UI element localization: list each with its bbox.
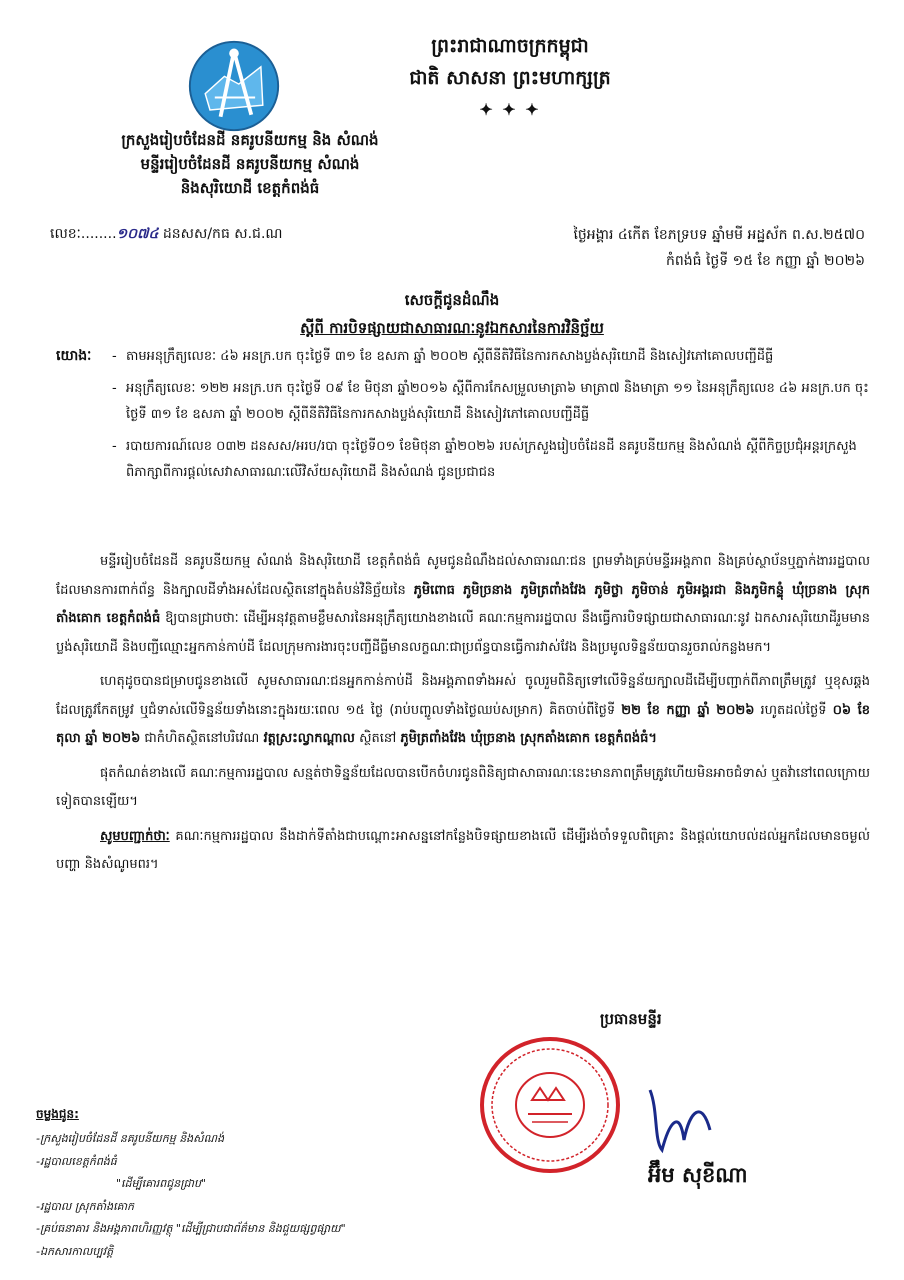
official-seal [470, 1030, 640, 1180]
p1-text-a: មន្ទីររៀបចំដែនដី នគរូបនីយកម្ម សំណង់ និងសុរិយោដី ខេត្តកំពង់ធំ សូមជូនដំណឹងដល់សាធារណៈជន ព្រមទាំងគ្រប់មន្ទីរអង្គភាព និងគ្រប់ស្ថាប័នឬភ្នាក់ងាររដ្ឋបាលដែលមានការពាក់ព័ន្ធ និងក្បាលដីទាំងអស់ដែលស្ថិតនៅក្នុងតំបន់វិនិច្ឆ័យនៃ [56, 554, 870, 598]
signer-name: អ៊ឹម សុខីណា [648, 1163, 748, 1187]
notice-subtitle: ស្តីពី ការបិទផ្សាយជាសាធារណៈនូវឯកសារនៃការវិនិច្ឆ័យ [300, 319, 604, 337]
reference-suffix: ដនសស/កធ ស.ជ.ណ [158, 226, 283, 242]
body-paragraph-3: ផុតកំណត់ខាងលើ គណៈកម្មការរដ្ឋបាល សន្មត់ថាទិន្នន័យដែលបានបើកចំហរជូនពិនិត្យជាសាធារណៈនេះមានភាពត្រឹមត្រូវហើយមិនអាចជំទាស់ ឬតវ៉ានៅពេលក្រោយទៀតបានឡើយ។ [56, 765, 870, 809]
ministry-logo [186, 38, 282, 134]
reference-item: - អនុក្រឹត្យលេខៈ ១២២ អនក្រ.បក ចុះថ្ងៃទី ០៩ ខែ មិថុនា ឆ្នាំ២០១៦ ស្តីពីការកែសម្រួលមាត្រា៦ មាត្រា៧ និងមាត្រា ១១ នៃអនុក្រឹត្យលេខ ៤៦ អនក្រ.បក ចុះថ្ងៃទី ៣១ ខែ ឧសភា ឆ្នាំ ២០០២ ស្តីពីនីតិវិធីនៃការកសាងប្លង់សុរិយោដី និងសៀវភៅគោលបញ្ជីដីធ្លី [112, 376, 870, 428]
ministry-line-2: មន្ទីររៀបចំដែនដី នគរូបនីយកម្ម សំណង់ [140, 155, 360, 173]
ornament-divider: ✦ ✦ ✦ [479, 100, 541, 119]
p1-villages: ភូមិពោធ ភូមិច្រនាង ភូមិត្រពាំងវែង ភូមិថ្លា ភូមិចាន់ ភូមិអង្គរជា និងភូមិកន្ទុំ ឃុំច្រនាង ស្រុកតាំងគោក ខេត្តកំពង់ធំ [56, 582, 870, 626]
cc-item: -រដ្ឋបាល ស្រុកតាំងគោក [36, 1199, 135, 1213]
p2-text-a: ហេតុដូចបានជម្រាបជូនខាងលើ សូមសាធារណៈជនអ្នកកាន់កាប់ដី និងអង្គភាពទាំងអស់ ចូលរួមពិនិត្យទៅលើទិន្នន័យក្បាលដីដើម្បីបញ្ជាក់ពីភាពត្រឹមត្រូវ ឬខុសឆ្គងដែលត្រូវកែតម្រូវ ឬជំទាស់លើទិន្នន័យទាំងនោះក្នុងរយៈពេល ១៥ ថ្ងៃ (រាប់បញ្ចូលទាំងថ្ងៃឈប់សម្រាក) គិតចាប់ពីថ្ងៃទី [56, 674, 870, 718]
p2-place: វត្តស្រះល្វាកណ្តាល [263, 731, 355, 746]
reference-item: - តាមអនុក្រឹត្យលេខៈ ៤៦ អនក្រ.បក ចុះថ្ងៃទី ៣១ ខែ ឧសភា ឆ្នាំ ២០០២ ស្តីពីនីតិវិធីនៃការកសាងប្លង់សុរិយោដី និងសៀវភៅគោលបញ្ជីដីធ្លី [112, 344, 870, 370]
cc-item: -គ្រប់ធនាគារ និងអង្គភាពហិរញ្ញវត្ថុ "ដើម្បីជ្រាបជាព័ត៌មាន និងជួយផ្សព្វផ្សាយ" [36, 1222, 346, 1235]
signer-title: ប្រធានមន្ទីរ [600, 1010, 662, 1028]
notice-title-block [0, 286, 904, 342]
handwritten-signature [640, 1080, 730, 1160]
body-paragraph-4 [56, 823, 870, 880]
p4-text: គណៈកម្មការរដ្ឋបាល នឹងដាក់ទីតាំងជាបណ្តោះអាសន្ននៅកន្លែងបិទផ្សាយខាងលើ ដើម្បីរង់ចាំទទួលពិគ្រោះ និងផ្តល់យោបល់ដល់អ្នកដែលមានចម្ងល់ បញ្ហា និងសំណូមពរ។ [56, 828, 870, 872]
p2-location: ភូមិត្រពាំងវែង ឃុំច្រនាង ស្រុកតាំងគោក ខេត្តកំពង់ធំ។ [400, 731, 657, 746]
cc-item: -រដ្ឋបាលខេត្តកំពង់ធំ [36, 1154, 117, 1168]
kingdom-header [330, 30, 690, 126]
cc-item: -ឯកសារកាលប្បវត្តិ [36, 1244, 114, 1258]
cc-list [36, 1128, 346, 1263]
p2-date-from: ២២ ខែ កញ្ញា ឆ្នាំ ២០២៦ [621, 702, 755, 718]
body-paragraph-1 [56, 548, 870, 662]
cc-item: -ក្រសួងរៀបចំដែនដី នគរូបនីយកម្ម និងសំណង់ [36, 1132, 225, 1145]
references-label: យោងៈ [56, 348, 92, 364]
references-list [112, 344, 870, 492]
solar-date: កំពង់ធំ ថ្ងៃទី ១៥ ខែ កញ្ញា ឆ្នាំ ២០២៦ [665, 253, 865, 269]
notice-title: សេចក្តីជូនដំណឹង [404, 291, 500, 309]
lunar-date: ថ្ងៃអង្គារ ៤កើត ខែភទ្របទ ឆ្នាំមមី អដ្ឋស័ក ព.ស.២៥៧០ [573, 227, 865, 243]
national-motto: ជាតិ សាសនា ព្រះមហាក្សត្រ [409, 67, 611, 89]
p2-date-to: ០៦ ខែ តុលា ឆ្នាំ ២០២៦ [56, 702, 871, 746]
cc-item: "ដើម្បីគោរពជូនជ្រាប" [116, 1177, 206, 1190]
reference-item: - របាយការណ៍លេខ ០៣២ ដនសស/អរប/របា ចុះថ្ងៃទី០១ ខែមិថុនា ឆ្នាំ២០២៦ របស់ក្រសួងរៀបចំដែនដី នគរូបនីយកម្ម និងសំណង់ ស្តីពីកិច្ចប្រជុំអន្តរក្រសួងពិភាក្សាពីការផ្តល់សេវាសាធារណៈលើវិស័យសុរិយោដី និងសំណង់ ជូនប្រជាជន [112, 434, 870, 486]
p1-text-b: ឱ្យបានជ្រាបថាៈ ដើម្បីអនុវត្តតាមខ្លឹមសារនៃអនុក្រឹត្យយោងខាងលើ គណៈកម្មការរដ្ឋបាល នឹងធ្វើការបិទផ្សាយជាសាធារណៈនូវ ឯកសារសុរិយោដីរួមមានប្លង់សុរិយោដី និងបញ្ជីឈ្មោះអ្នកកាន់កាប់ដី ដែលក្រុមការងារចុះបញ្ជីដីធ្លីមានលក្ខណៈជាប្រព័ន្ធបានធ្វើការវាស់វែង និងប្រមូលទិន្នន័យបានរួចរាល់កន្លងមក។ [56, 611, 870, 655]
ministry-line-3: និងសុរិយោដី ខេត្តកំពង់ធំ [180, 179, 320, 197]
kingdom-name: ព្រះរាជាណាចក្រកម្ពុជា [431, 35, 589, 57]
ministry-block [50, 128, 450, 200]
p2-text-c: ស្ថិតនៅ [354, 731, 401, 746]
p2-text-b: ជាកំហិតស្ថិតនៅបរិវេណ [140, 731, 264, 746]
reference-handwritten-number: ១០៧៤ [116, 226, 159, 242]
notice-body [56, 548, 870, 886]
date-block [470, 222, 865, 274]
cc-label: ចម្លងជូន: [36, 1107, 79, 1121]
body-paragraph-2 [56, 668, 870, 754]
p4-label: សូមបញ្ជាក់ថាៈ [100, 828, 170, 844]
p2-text-mid: រហូតដល់ថ្ងៃទី [754, 702, 833, 718]
reference-number [50, 224, 282, 245]
ministry-line-1: ក្រសួងរៀបចំដែនដី នគរូបនីយកម្ម និង សំណង់ [121, 131, 379, 149]
reference-label: លេខៈ........ [50, 226, 117, 242]
